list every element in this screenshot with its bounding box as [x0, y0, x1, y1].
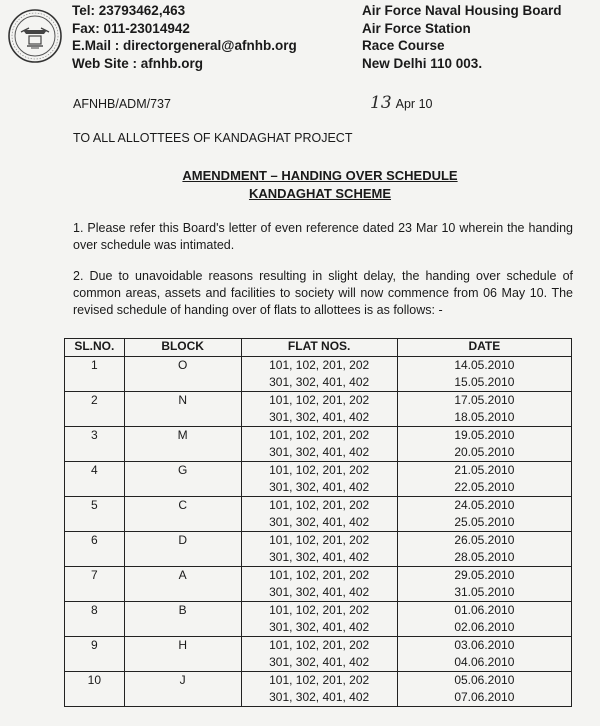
- block-cell: J: [124, 672, 241, 707]
- email-text: E.Mail : directorgeneral@afnhb.org: [72, 38, 297, 53]
- sl-no-cell: 5: [65, 497, 125, 532]
- flat-nos-cell: [241, 637, 397, 672]
- date-line-1: 19.05.2010: [454, 428, 515, 442]
- date-line-1: 03.06.2010: [454, 638, 515, 652]
- flat-nos-line-1: 101, 102, 201, 202: [269, 638, 370, 652]
- sl-no-cell: 8: [65, 602, 125, 637]
- date-cell: [397, 672, 571, 707]
- handover-schedule-table: [64, 338, 572, 707]
- date-cell: [397, 637, 571, 672]
- address-line-3: Race Course: [362, 38, 445, 53]
- flat-nos-line-2: 301, 302, 401, 402: [269, 689, 370, 704]
- fax-text: Fax: 011-23014942: [72, 20, 190, 36]
- date-cell: [397, 392, 571, 427]
- address-line-2: Air Force Station: [362, 20, 471, 36]
- table-row: [65, 672, 572, 707]
- flat-nos-line-2: 301, 302, 401, 402: [269, 619, 370, 634]
- date-line-1: 29.05.2010: [454, 568, 515, 582]
- header-flat-nos: FLAT NOS.: [241, 339, 397, 357]
- sl-no-cell: 4: [65, 462, 125, 497]
- flat-nos-line-2: 301, 302, 401, 402: [269, 654, 370, 669]
- block-cell: C: [124, 497, 241, 532]
- date-line-2: 25.05.2010: [454, 514, 515, 529]
- sl-no-cell: 2: [65, 392, 125, 427]
- date-line-2: 15.05.2010: [454, 374, 515, 389]
- flat-nos-line-1: 101, 102, 201, 202: [269, 603, 370, 617]
- flat-nos-line-1: 101, 102, 201, 202: [269, 428, 370, 442]
- flat-nos-cell: [241, 567, 397, 602]
- date-line-1: 01.06.2010: [454, 603, 515, 617]
- block-cell: D: [124, 532, 241, 567]
- date-line-1: 05.06.2010: [454, 673, 515, 687]
- flat-nos-line-2: 301, 302, 401, 402: [269, 444, 370, 459]
- date-cell: [397, 427, 571, 462]
- flat-nos-cell: [241, 672, 397, 707]
- flat-nos-cell: [241, 462, 397, 497]
- date-line-2: 31.05.2010: [454, 584, 515, 599]
- flat-nos-cell: [241, 602, 397, 637]
- flat-nos-line-2: 301, 302, 401, 402: [269, 514, 370, 529]
- board-emblem-logo: [7, 8, 63, 64]
- block-cell: M: [124, 427, 241, 462]
- block-cell: B: [124, 602, 241, 637]
- flat-nos-cell: [241, 392, 397, 427]
- flat-nos-cell: [241, 497, 397, 532]
- date-line-1: 17.05.2010: [454, 393, 515, 407]
- date-line-2: 18.05.2010: [454, 409, 515, 424]
- date-line-2: 28.05.2010: [454, 549, 515, 564]
- flat-nos-line-1: 101, 102, 201, 202: [269, 673, 370, 687]
- block-cell: N: [124, 392, 241, 427]
- block-cell: G: [124, 462, 241, 497]
- date-month-year: Apr 10: [395, 97, 433, 111]
- table-row: [65, 637, 572, 672]
- date-cell: [397, 567, 571, 602]
- date-line-2: 07.06.2010: [454, 689, 515, 704]
- flat-nos-line-2: 301, 302, 401, 402: [269, 479, 370, 494]
- flat-nos-cell: [241, 427, 397, 462]
- flat-nos-line-1: 101, 102, 201, 202: [269, 393, 370, 407]
- flat-nos-line-1: 101, 102, 201, 202: [269, 358, 370, 372]
- sl-no-cell: 10: [65, 672, 125, 707]
- paragraph-2: 2. Due to unavoidable reasons resulting in slight delay, the handing over schedule of common areas, assets and facilities to society will now commence from 06 May 10. The revised schedule of handing over of flats to allottees is as follows: -: [73, 269, 573, 317]
- date-cell: [397, 497, 571, 532]
- date-line-2: 20.05.2010: [454, 444, 515, 459]
- flat-nos-line-1: 101, 102, 201, 202: [269, 533, 370, 547]
- header-block: BLOCK: [124, 339, 241, 357]
- sl-no-cell: 6: [65, 532, 125, 567]
- flat-nos-line-1: 101, 102, 201, 202: [269, 463, 370, 477]
- reference-number: AFNHB/ADM/737: [73, 97, 171, 111]
- date-cell: [397, 462, 571, 497]
- date-cell: [397, 357, 571, 392]
- flat-nos-cell: [241, 357, 397, 392]
- flat-nos-cell: [241, 532, 397, 567]
- table-row: [65, 602, 572, 637]
- sl-no-cell: 3: [65, 427, 125, 462]
- block-cell: H: [124, 637, 241, 672]
- addressee-line: TO ALL ALLOTTEES OF KANDAGHAT PROJECT: [73, 131, 353, 145]
- flat-nos-line-2: 301, 302, 401, 402: [269, 549, 370, 564]
- header-sl-no: SL.NO.: [65, 339, 125, 357]
- flat-nos-line-1: 101, 102, 201, 202: [269, 498, 370, 512]
- table-row: [65, 532, 572, 567]
- table-header-row: [65, 339, 572, 357]
- handwritten-day: 13: [370, 93, 392, 113]
- contact-block: [72, 2, 297, 72]
- address-line-1: Air Force Naval Housing Board: [362, 3, 562, 18]
- date-line-2: 04.06.2010: [454, 654, 515, 669]
- table-row: [65, 567, 572, 602]
- telephone-text: Tel: 23793462,463: [72, 3, 186, 18]
- sl-no-cell: 1: [65, 357, 125, 392]
- address-block: [362, 2, 562, 72]
- flat-nos-line-2: 301, 302, 401, 402: [269, 374, 370, 389]
- sl-no-cell: 9: [65, 637, 125, 672]
- block-cell: A: [124, 567, 241, 602]
- paragraph-1: 1. Please refer this Board's letter of even reference dated 23 Mar 10 wherein the handing over schedule was intimated.: [73, 221, 573, 252]
- date-line-1: 21.05.2010: [454, 463, 515, 477]
- flat-nos-line-1: 101, 102, 201, 202: [269, 568, 370, 582]
- flat-nos-line-2: 301, 302, 401, 402: [269, 584, 370, 599]
- letter-subtitle: KANDAGHAT SCHEME: [248, 186, 392, 201]
- date-cell: [397, 532, 571, 567]
- table-row: [65, 392, 572, 427]
- date-line-1: 24.05.2010: [454, 498, 515, 512]
- block-cell: O: [124, 357, 241, 392]
- table-row: [65, 357, 572, 392]
- letter-date: [370, 93, 432, 113]
- date-line-1: 26.05.2010: [454, 533, 515, 547]
- flat-nos-line-2: 301, 302, 401, 402: [269, 409, 370, 424]
- table-row: [65, 462, 572, 497]
- date-cell: [397, 602, 571, 637]
- website-text: Web Site : afnhb.org: [72, 55, 203, 71]
- table-row: [65, 427, 572, 462]
- address-line-4: New Delhi 110 003.: [362, 55, 483, 71]
- table-row: [65, 497, 572, 532]
- header-date: DATE: [397, 339, 571, 357]
- date-line-2: 22.05.2010: [454, 479, 515, 494]
- date-line-2: 02.06.2010: [454, 619, 515, 634]
- letter-title: AMENDMENT – HANDING OVER SCHEDULE: [182, 168, 458, 183]
- date-line-1: 14.05.2010: [454, 358, 515, 372]
- sl-no-cell: 7: [65, 567, 125, 602]
